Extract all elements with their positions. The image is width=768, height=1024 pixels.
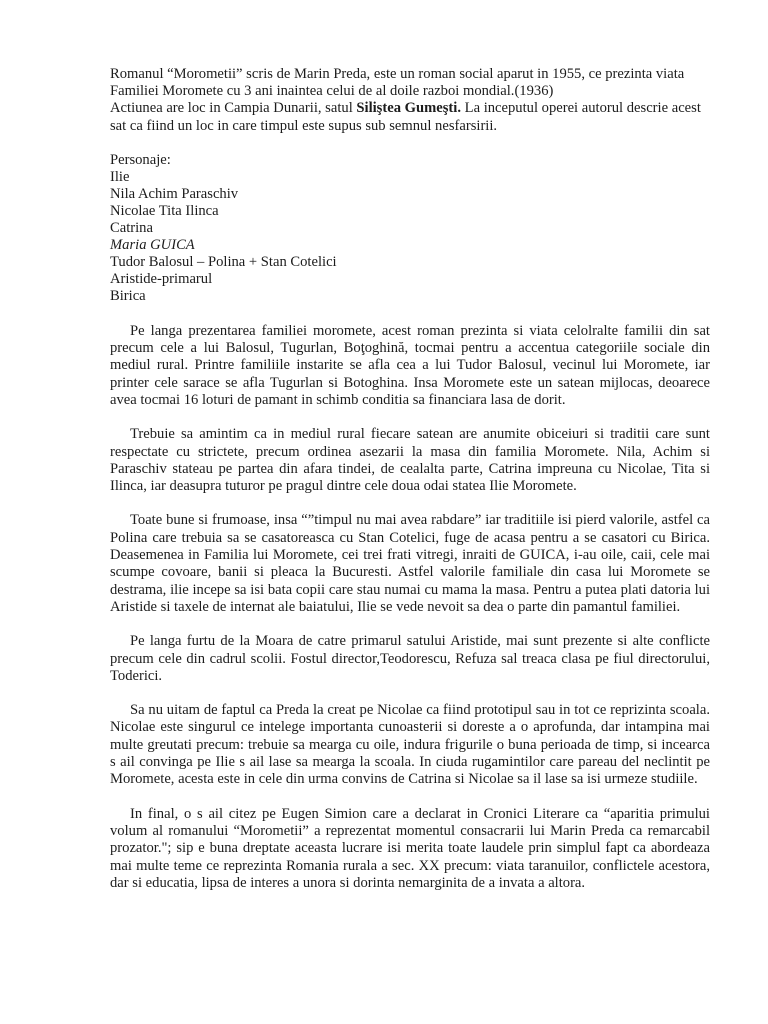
village-name: Siliştea Gumeşti. [356, 100, 461, 117]
body-paragraph: Trebuie sa amintim ca in mediul rural fiecare satean are anumite obiceiuri si traditii care sunt respectate cu strictete, precum ordinea asezarii la masa din familia Moromete. Nila, Achim si Paraschiv stateau pe partea din afara tindei, de cealalta parte, Catrina impreuna cu Nicolae, Tita si Ilinca, iar deasupra tuturor pe pragul dintre cele doua odai statea Ilie Moromete. [110, 426, 710, 495]
character-item-italic: Maria GUICA [110, 236, 195, 253]
character-item: Nicolae Tita Ilinca [110, 202, 219, 219]
document-page [110, 66, 710, 892]
characters-heading: Personaje: [110, 151, 171, 168]
intro-line-2 [110, 100, 710, 134]
character-item: Tudor Balosul – Polina + Stan Cotelici [110, 253, 337, 270]
intro-line-2-end: La inceputul operei autorul descrie acest sat ca fiind un loc in care timpul este supus sub semnul nesfarsirii. [110, 100, 701, 134]
body-paragraph: Sa nu uitam de faptul ca Preda la creat pe Nicolae ca fiind prototipul sau in tot ce reprizinta scoala. Nicolae este singurul ce intelege importanta cunoasterii si doreste a o aprofunda, dar intampina mai multe greutati precum: trebuie sa mearga cu oile, indura frigurile o buna perioada de timp, si incearca s ail convinga pe Ilie s ail lase sa mearga la scoala. In ciuda rugamintilor care pareau del neclintit pe Moromete, acesta este in cele din urma convins de Catrina si Nicolae sa il lase sa isi urmeze studiile. [110, 702, 710, 788]
body-paragraph: Pe langa furtu de la Moara de catre primarul satului Aristide, mai sunt prezente si alte conflicte precum cele din cadrul scolii. Fostul director,Teodorescu, Refuza sal treaca clasa pe fiul directorului, Toderici. [110, 633, 710, 684]
character-item: Aristide-primarul [110, 270, 213, 287]
characters-section [110, 152, 710, 305]
body-paragraph: Pe langa prezentarea familiei moromete, acest roman prezinta si viata celolralte familii din sat precum cele a lui Balosul, Tugurlan, Boţoghină, tocmai pentru a accentua categoriile sociale din mediul rural. Printre familiile instarite se afla cea a lui Tudor Balosul, vecinul lui Moromete, iar printer cele sarace se afla Tugurlan si Botoghina. Insa Moromete este un satean mijlocas, deoarece avea tocmai 16 loturi de pamant in schimb conditia sa financiara lasa de dorit. [110, 322, 710, 408]
body-paragraph: Toate bune si frumoase, insa “”timpul nu mai avea rabdare” iar traditiile isi pierd valorile, astfel ca Polina care trebuia sa se casatoreasca cu Stan Cotelici, fuge de acasa pentru a se casatori cu Birica. Deasemenea in Familia lui Moromete, cei trei frati vitregi, inraiti de GUICA, i-au oile, caii, cele mai scumpe covoare, banii si pleaca la Bucuresti. Astfel valorile familiale din casa lui Moromete se destrama, ilie incepe sa isi bata copii care stau numai cu mama la masa. Pentru a putea plati datoria lui Aristide si taxele de internat ale baiatului, Ilie se vede nevoit sa dea o parte din pamantul familiei. [110, 512, 710, 615]
character-item: Ilie [110, 168, 130, 185]
character-item: Birica [110, 287, 146, 304]
character-item: Catrina [110, 219, 153, 236]
intro-line-2-start: Actiunea are loc in Campia Dunarii, satul [110, 100, 357, 117]
intro-section [110, 66, 710, 135]
intro-line-1: Romanul “Morometii” scris de Marin Preda, este un roman social aparut in 1955, ce prezinta viata Familiei Moromete cu 3 ani inaintea celui de al doile razboi mondial.(1936) [110, 66, 685, 100]
character-item: Nila Achim Paraschiv [110, 185, 239, 202]
body-paragraph: In final, o s ail citez pe Eugen Simion care a declarat in Cronici Literare ca “aparitia primului volum al romanului “Morometii” a reprezentat momentul consacrarii lui Marin Preda ca remarcabil prozator."; sip e buna dreptate aceasta lucrare isi merita toate laudele prin simplul fapt ca abordeaza mai multe teme ce reprezinta Romania rurala a sec. XX precum: viata taranuilor, conflictele acestora, dar si educatia, lipsa de interes a unora si dorinta nemarginita de a invata a altora. [110, 805, 710, 891]
